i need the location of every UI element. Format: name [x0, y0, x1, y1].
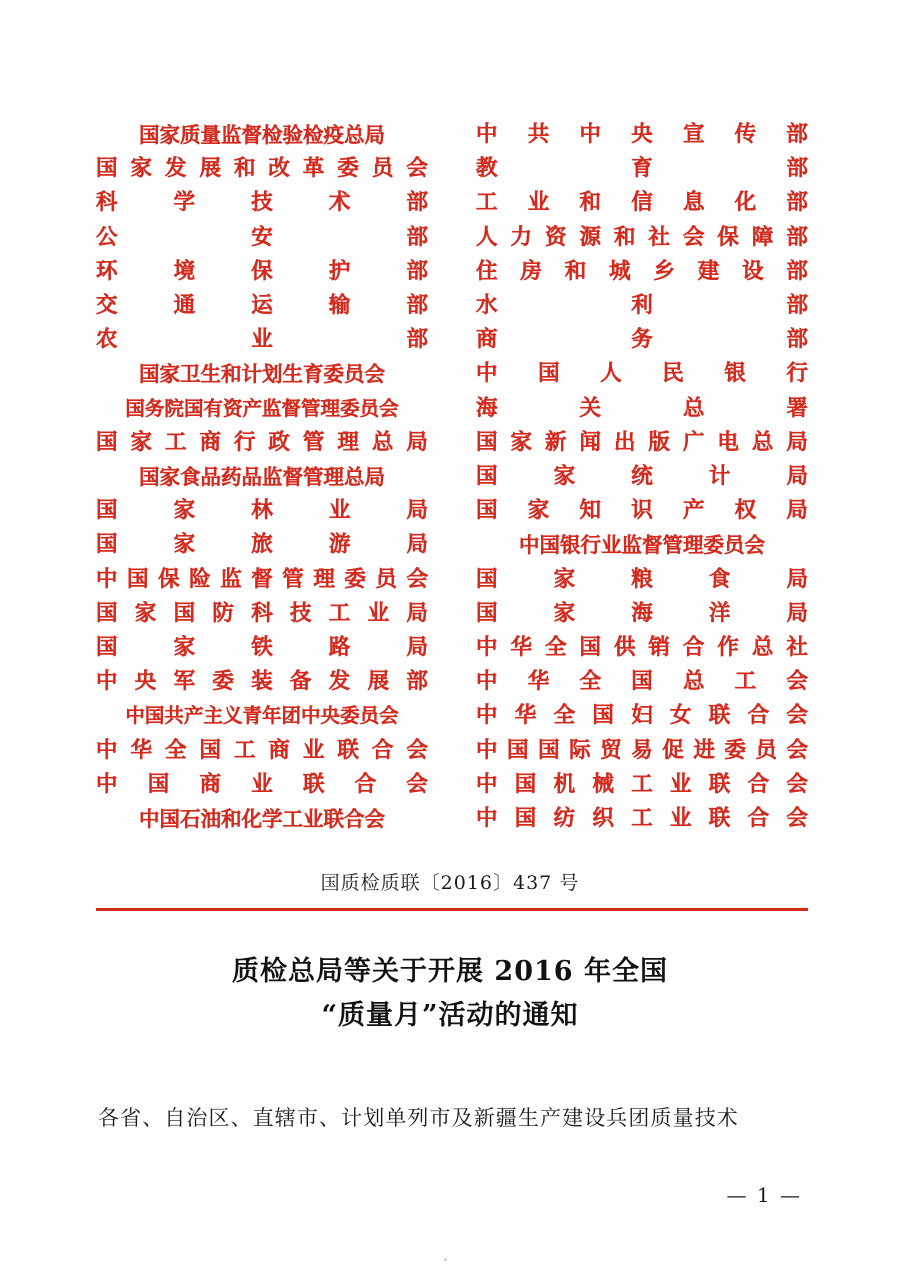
agency-name-right: 住 房 和 城 乡 建 设 部: [476, 258, 808, 284]
agency-name-right: 中 国 国 际 贸 易 促 进 委 员 会: [476, 737, 808, 763]
page-title: [0, 950, 900, 1038]
agency-name-left: 国 家 林 业 局: [96, 498, 428, 524]
agency-name-left: 国 家 工 商 行 政 管 理 总 局: [96, 429, 428, 455]
agency-name-right: 中 国 人 民 银 行: [476, 361, 808, 387]
agency-name-right: 海 关 总 署: [476, 395, 808, 421]
agency-name-right: 国 家 粮 食 局: [476, 566, 808, 592]
agency-name-right: 中 国 银 行 业 监 督 管 理 委 员 会: [519, 533, 765, 558]
agency-name-right: 商 务 部: [476, 327, 808, 353]
agency-name-left: 环 境 保 护 部: [96, 258, 428, 284]
agency-name-right: 中 国 纺 织 工 业 联 合 会: [476, 806, 808, 832]
agency-name-right: 国 家 统 计 局: [476, 464, 808, 490]
red-separator-rule: [96, 908, 808, 911]
agency-name-right: 中 华 全 国 妇 女 联 合 会: [476, 703, 808, 729]
agency-name-right: 中 华 全 国 供 销 合 作 总 社: [476, 635, 808, 661]
issuing-agencies-block: [96, 118, 808, 836]
agency-name-left: 国 务 院 国 有 资 产 监 督 管 理 委 员 会: [125, 396, 399, 420]
agency-name-left: 交 通 运 输 部: [96, 293, 428, 319]
agency-name-left: 中 国 保 险 监 督 管 理 委 员 会: [96, 566, 428, 592]
agency-name-left: 中 国 商 业 联 合 会: [96, 771, 428, 797]
agency-column-left: [96, 118, 428, 836]
document-number: 国质检质联〔2016〕437 号: [320, 872, 580, 894]
agency-name-right: 国 家 海 洋 局: [476, 600, 808, 626]
agency-name-right: 国 家 知 识 产 权 局: [476, 498, 808, 524]
agency-name-left: 国 家 卫 生 和 计 划 生 育 委 员 会: [139, 362, 385, 387]
title-line-1: 质检总局等关于开展 2016 年全国: [232, 956, 668, 987]
agency-name-left: 中 华 全 国 工 商 业 联 合 会: [96, 737, 428, 763]
agency-name-right: 工 业 和 信 息 化 部: [476, 190, 808, 216]
agency-name-left: 科 学 技 术 部: [96, 190, 428, 216]
agency-name-left: 国 家 质 量 监 督 检 验 检 疫 总 局: [139, 123, 385, 147]
agency-name-left: 国 家 铁 路 局: [96, 635, 428, 661]
agency-name-left: 国 家 旅 游 局: [96, 532, 428, 558]
agency-name-left: 国 家 国 防 科 技 工 业 局: [96, 600, 428, 626]
agency-name-left: 农 业 部: [96, 327, 428, 353]
agency-name-left: 国 家 发 展 和 改 革 委 员 会: [96, 156, 428, 182]
page-number: — 1 —: [726, 1183, 802, 1207]
agency-name-left: 公 安 部: [96, 224, 428, 250]
body-line-1: 各省、自治区、直辖市、计划单列市及新疆生产建设兵团质量技术: [98, 1106, 739, 1130]
agency-name-right: 中 华 全 国 总 工 会: [476, 669, 808, 695]
title-line-2: “质量月”活动的通知: [321, 1000, 579, 1031]
agency-name-left: 国 家 食 品 药 品 监 督 管 理 总 局: [139, 465, 385, 490]
agency-column-right: [476, 118, 808, 836]
agency-name-right: 国 家 新 闻 出 版 广 电 总 局: [476, 429, 808, 455]
agency-name-right: 中 共 中 央 宣 传 部: [476, 122, 808, 147]
agency-name-right: 教 育 部: [476, 156, 808, 182]
body-paragraph: [98, 1098, 810, 1138]
agency-name-right: 人 力 资 源 和 社 会 保 障 部: [476, 224, 808, 250]
agency-name-right: 水 利 部: [476, 293, 808, 319]
agency-name-left: 中 国 石 油 和 化 学 工 业 联 合 会: [139, 807, 385, 832]
agency-name-left: 中 国 共 产 主 义 青 年 团 中 央 委 员 会: [125, 704, 399, 728]
agency-name-left: 中 央 军 委 装 备 发 展 部: [96, 669, 428, 695]
agency-name-right: 中 国 机 械 工 业 联 合 会: [476, 771, 808, 797]
paper-speck: [444, 1258, 447, 1261]
